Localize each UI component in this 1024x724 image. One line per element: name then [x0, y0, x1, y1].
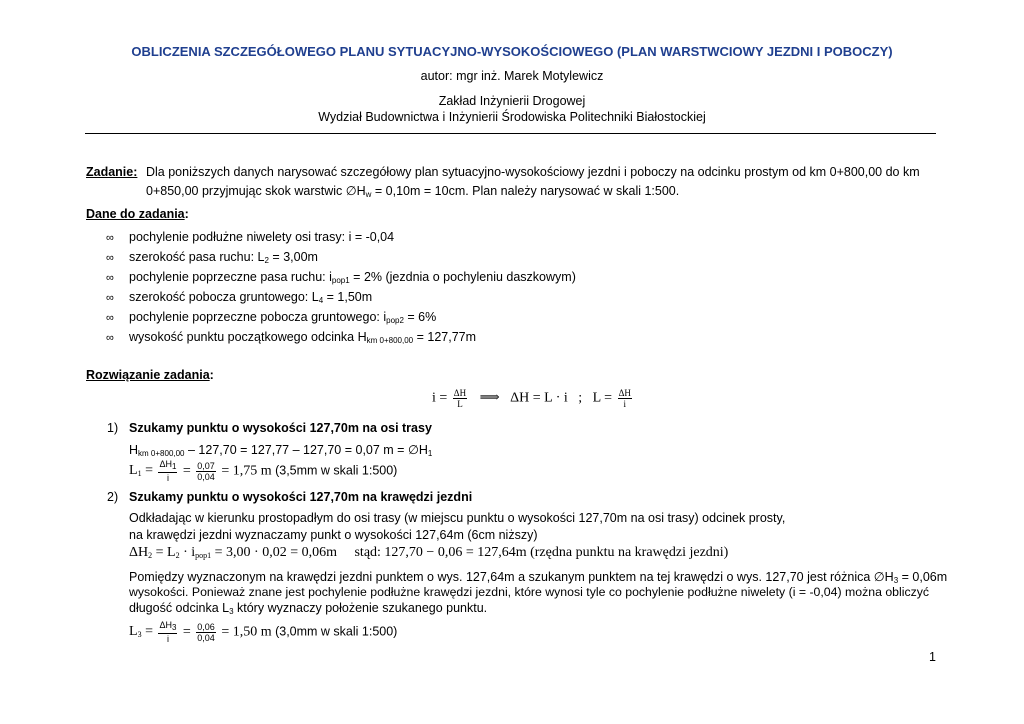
step1-formula: $L_1$ = $\frac{\Delta H_1}{i}$ = $\frac{0,07}{0,04}$ = 1,75 m (3,5mm w skali 1:500) [129, 459, 398, 483]
bullet-icon: ∞ [106, 232, 114, 244]
step1-title: Szukamy punktu o wysokości 127,70m na osi trasy [129, 421, 432, 435]
given-item: szerokość pasa ruchu: $L_2 = 3,00m$ [129, 250, 318, 265]
step2-paragraph2-line3: długość odcinka $L_3$ który wyznaczy położenie szukanego punktu. [129, 601, 488, 616]
given-item: pochylenie podłużne niwelety osi trasy: i = -0,04 [129, 230, 395, 244]
given-item: wysokość punktu początkowego odcinka $H_{km 0+800,00} = 127,77m$ [129, 330, 477, 345]
step2-paragraph1-line1: Odkładając w kierunku prostopadłym do osi trasy (w miejscu punktu o wysokości 127,70m na osi trasy) odcinek prosty, [129, 511, 786, 525]
solution-heading: Rozwiązanie zadania: [86, 368, 214, 382]
given-item: pochylenie poprzeczne pobocza gruntowego: $i_{pop2} = 6\%$ [129, 310, 437, 325]
task-text-line2: 0+850,00 przyjmując skok warstwic $\emptyset H_w = 0,10m = 10cm$. Plan należy narysować w skali 1:500. [146, 184, 680, 199]
bullet-icon: ∞ [106, 252, 114, 264]
step-number: 1) [107, 421, 119, 435]
step2-paragraph2-line1: Pomiędzy wyznaczonym na krawędzi jezdni punktem o wys. 127,64m a szukanym punktem na tej krawędzi o wys. 127,70 jest różnica $\emptyset H_3 = 0,06m$ [129, 570, 948, 585]
bullet-icon: ∞ [106, 332, 114, 344]
step-number: 2) [107, 490, 119, 504]
department-line: Zakład Inżynierii Drogowej [438, 94, 586, 108]
step2-formula: $L_3$ = $\frac{\Delta H_3}{i}$ = $\frac{0,06}{0,04}$ = 1,50 m (3,0mm w skali 1:500) [129, 620, 398, 644]
page-number: 1 [929, 650, 936, 664]
author-line: autor: mgr inż. Marek Motylewicz [420, 69, 604, 83]
header-divider [85, 133, 936, 134]
step2-equation: $\Delta H_2 = L_2 \cdot i_{pop1} = 3,00 \cdot 0,02 = 0,06m$ stąd: 127,70 − 0,06 = 127,64m (rzędna punktu na krawędzi jezdni) [129, 545, 729, 560]
page-title: OBLICZENIA SZCZEGÓŁOWEGO PLANU SYTUACYJNO-WYSOKOŚCIOWEGO (PLAN WARSTWCIOWY JEZDNI I POBOCZY) [131, 44, 893, 59]
given-item: pochylenie poprzeczne pasa ruchu: $i_{pop1} = 2\%$ (jezdnia o pochyleniu daszkowym) [129, 270, 576, 285]
step2-title: Szukamy punktu o wysokości 127,70m na krawędzi jezdni [129, 490, 473, 504]
step2-paragraph1-line2: na krawędzi jezdni wyznaczamy punkt o wysokości 127,64m (6cm niższy) [129, 528, 538, 542]
main-formula: i = $\frac{\Delta H}{L}$ ⟹ ΔH = L · i ; L = $\frac{\Delta H}{i}$ [432, 388, 631, 409]
faculty-line: Wydział Budownictwa i Inżynierii Środowiska Politechniki Białostockiej [318, 110, 706, 124]
task-text-line1: Dla poniższych danych narysować szczegółowy plan sytuacyjno-wysokościowy jezdni i poboczy na odcinku prostym od km 0+800,00 do km [146, 165, 920, 179]
step2-paragraph2-line2: wysokości. Ponieważ znane jest pochylenie podłużne krawędzi jezdni, które wynosi tyle co pochylenie podłużne niwelety (i = -0,04) można obliczyć [129, 585, 930, 599]
given-heading: Dane do zadania: [86, 207, 189, 221]
step1-calc: $H_{km 0+800,00} - 127,70 = 127,77 - 127,70 = 0,07$ $m = \emptyset H_1$ [129, 443, 433, 458]
task-label: Zadanie: [86, 165, 138, 179]
given-item: szerokość pobocza gruntowego: $L_4 = 1,50m$ [129, 290, 373, 305]
bullet-icon: ∞ [106, 292, 114, 304]
bullet-icon: ∞ [106, 272, 114, 284]
bullet-icon: ∞ [106, 312, 114, 324]
